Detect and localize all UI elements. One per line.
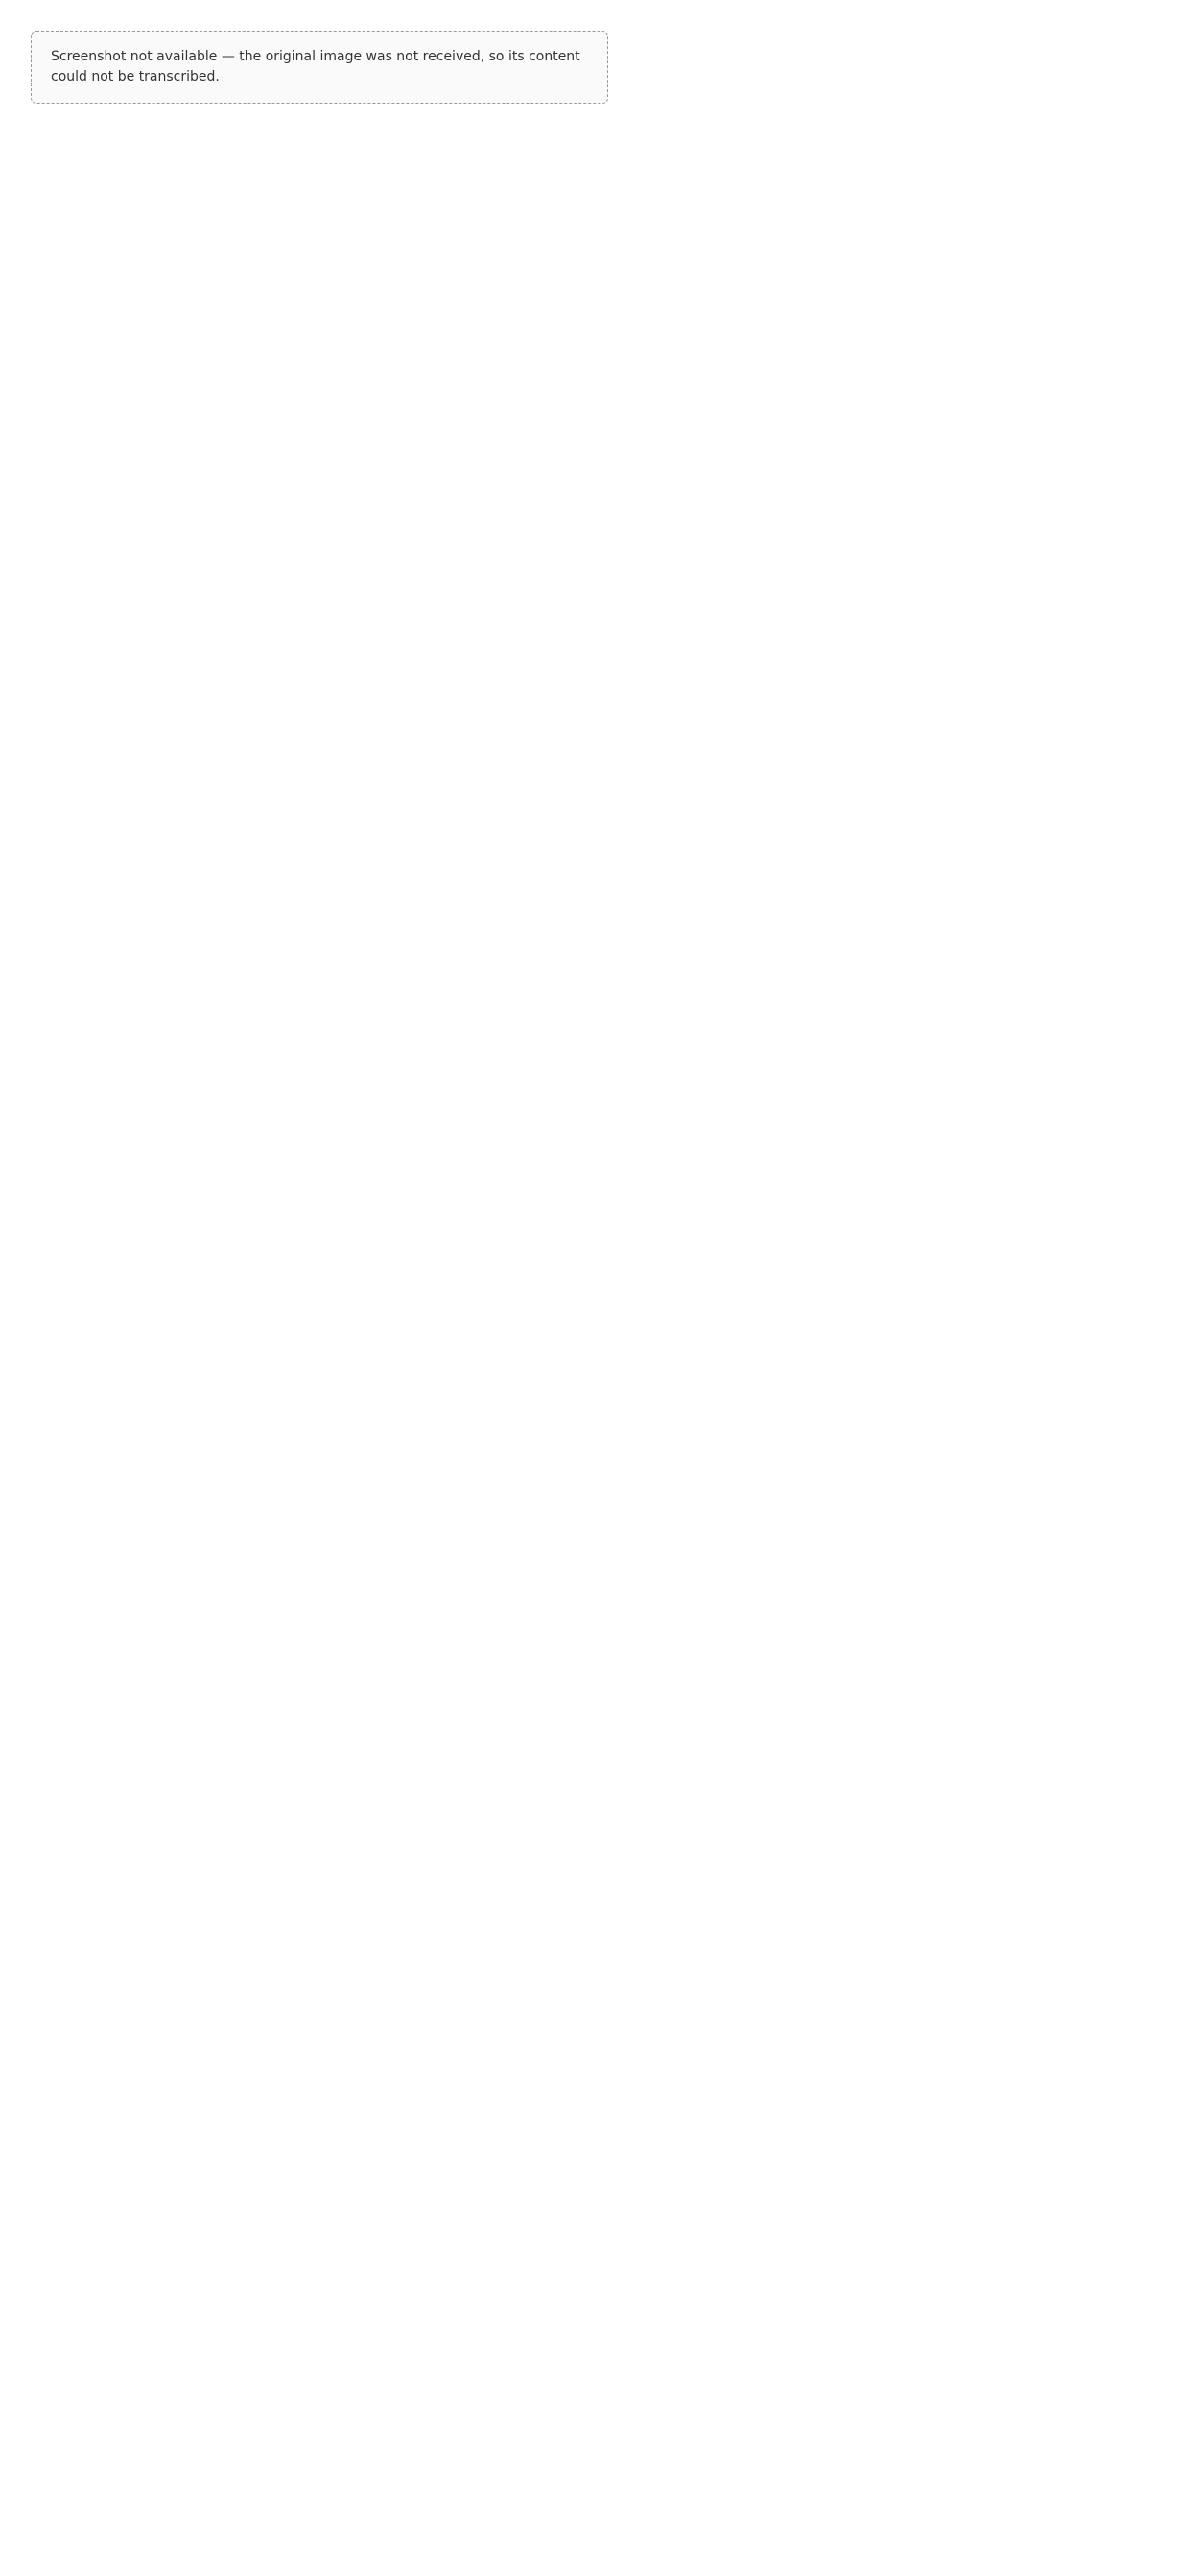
placeholder-notice — [31, 31, 608, 104]
notice-message: Screenshot not available — the original image was not received, so its content could not be transcribed. — [51, 49, 580, 84]
